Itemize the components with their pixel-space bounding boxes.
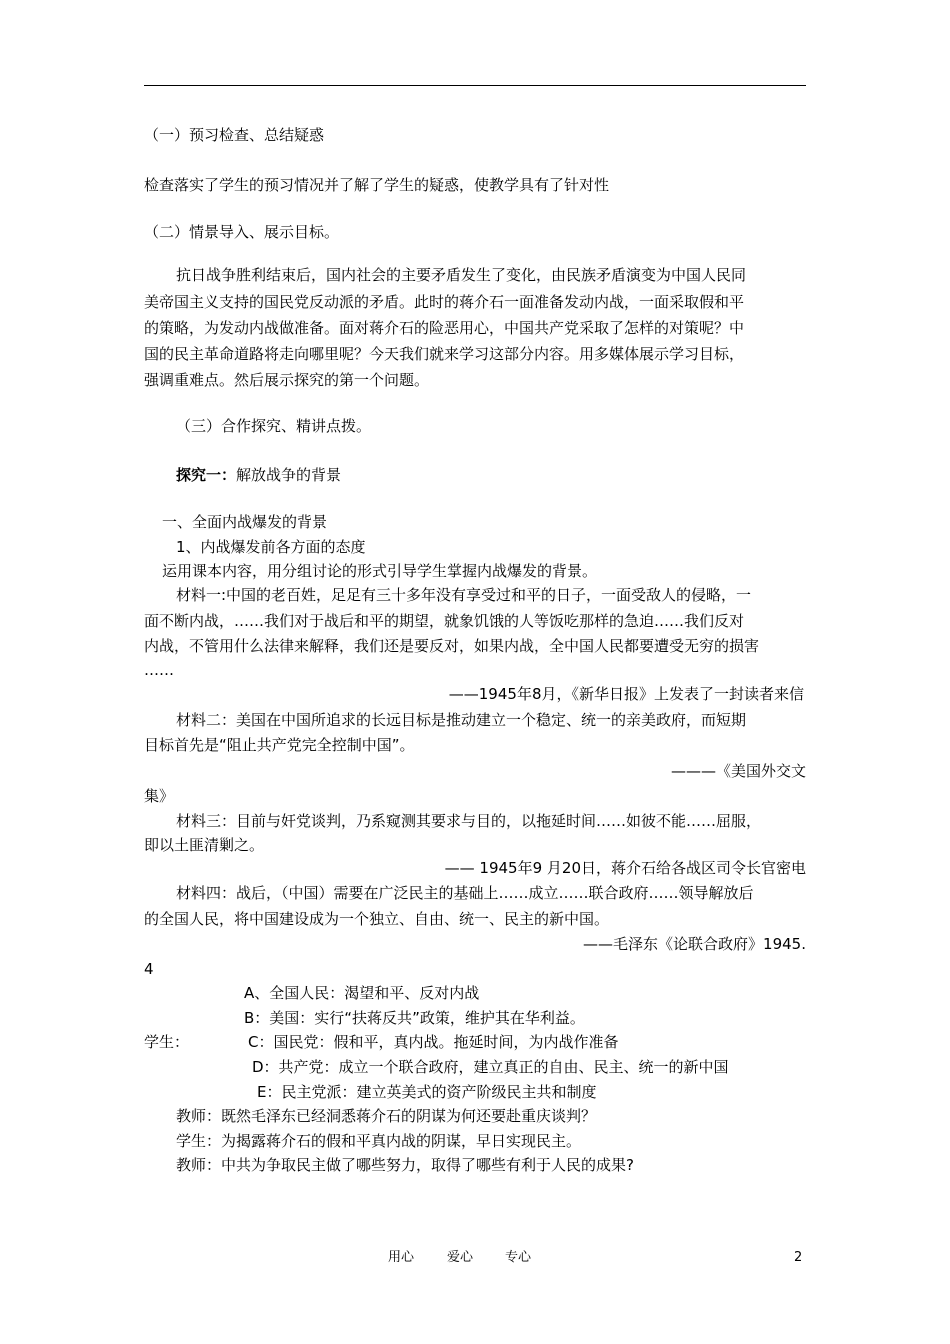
material-2-line-2: 目标首先是“阻止共产党完全控制中国”。 (144, 736, 415, 754)
material-1-line-3: 内战，不管用什么法律来解释，我们还是要反对，如果内战，全中国人民都要遭受无穷的损害 (144, 637, 760, 655)
explore-heading (176, 465, 341, 485)
material-4-line-2: 的全国人民，将中国建设成为一个独立、自由、统一、民主的新中国。 (144, 910, 610, 928)
dialogue-teacher-2: 教师：中共为争取民主做了哪些努力，取得了哪些有利于人民的成果? (176, 1156, 634, 1174)
material-1-line-1: 材料一:中国的老百姓，足足有三十多年没有享受过和平的日子，一面受敌人的侵略，一 (176, 586, 752, 604)
material-4-source-cont: 4 (144, 960, 154, 978)
material-4-line-1: 材料四：战后，（中国）需要在广泛民主的基础上……成立……联合政府……领导解放后 (176, 884, 754, 902)
explore-label: 探究一： (176, 466, 237, 484)
section-1-title: （一）预习检查、总结疑惑 (144, 126, 325, 144)
material-1-source: ——1945年8月，《新华日报》上发表了一封读者来信 (448, 685, 804, 703)
material-3-line-1: 材料三：目前与奸党谈判，乃系窥测其要求与目的，以拖延时间……如彼不能……屈服， (176, 812, 762, 830)
footer-motto-3: 专心 (505, 1250, 532, 1265)
intro-line-2: 美帝国主义支持的国民党反动派的矛盾。此时的蒋介石一面准备发动内战，一面采取假和平 (144, 293, 745, 311)
intro-line-1: 抗日战争胜利结束后，国内社会的主要矛盾发生了变化，由民族矛盾演变为中国人民同 (176, 266, 747, 284)
heading-2: 1、内战爆发前各方面的态度 (176, 538, 366, 556)
answer-a: A、全国人民：渴望和平、反对内战 (244, 984, 480, 1002)
material-1-line-4: …… (144, 661, 174, 679)
intro-line-5: 强调重难点。然后展示探究的第一个问题。 (144, 371, 430, 389)
intro-line-3: 的策略，为发动内战做准备。面对蒋介石的险恶用心，中国共产党采取了怎样的对策呢？中 (144, 319, 745, 337)
material-3-source: —— 1945年9 月20日，蒋介石给各战区司令长官密电 (444, 859, 806, 877)
answer-e: E：民主党派：建立英美式的资产阶级民主共和制度 (257, 1083, 597, 1101)
student-label: 学生： (144, 1033, 190, 1051)
section-3-title: （三）合作探究、精讲点拨。 (176, 417, 372, 435)
material-4-source: ——毛泽东《论联合政府》1945. (583, 935, 806, 953)
material-2-source-cont: 集》 (144, 787, 175, 805)
material-1-line-2: 面不断内战，……我们对于战后和平的期望，就象饥饿的人等饭吃那样的急迫……我们反对 (144, 612, 745, 630)
material-3-line-2: 即以土匪清剿之。 (144, 836, 265, 854)
dialogue-student-1: 学生：为揭露蒋介石的假和平真内战的阴谋，早日实现民主。 (176, 1132, 582, 1150)
material-2-line-1: 材料二：美国在中国所追求的长远目标是推动建立一个稳定、统一的亲美政府，而短期 (176, 711, 747, 729)
header-rule (144, 85, 806, 86)
method-intro: 运用课本内容，用分组讨论的形式引导学生掌握内战爆发的背景。 (162, 562, 598, 580)
heading-1: 一、全面内战爆发的背景 (162, 513, 328, 531)
answer-b: B：美国：实行“扶蒋反共”政策，维护其在华利益。 (244, 1009, 585, 1027)
page-number: 2 (794, 1250, 803, 1265)
footer-motto-2: 爱心 (447, 1250, 474, 1265)
section-1-text: 检查落实了学生的预习情况并了解了学生的疑惑，使教学具有了针对性 (144, 176, 610, 194)
footer-motto-1: 用心 (388, 1250, 415, 1265)
dialogue-teacher-1: 教师：既然毛泽东已经洞悉蒋介石的阴谋为何还要赴重庆谈判？ (176, 1107, 597, 1125)
answer-c: C：国民党：假和平，真内战。拖延时间，为内战作准备 (248, 1033, 619, 1051)
material-2-source: ———《美国外交文 (670, 762, 806, 780)
section-2-title: （二）情景导入、展示目标。 (144, 223, 340, 241)
intro-line-4: 国的民主革命道路将走向哪里呢？今天我们就来学习这部分内容。用多媒体展示学习目标， (144, 345, 745, 363)
answer-d: D：共产党：成立一个联合政府，建立真正的自由、民主、统一的新中国 (252, 1058, 729, 1076)
explore-text: 解放战争的背景 (236, 466, 342, 484)
